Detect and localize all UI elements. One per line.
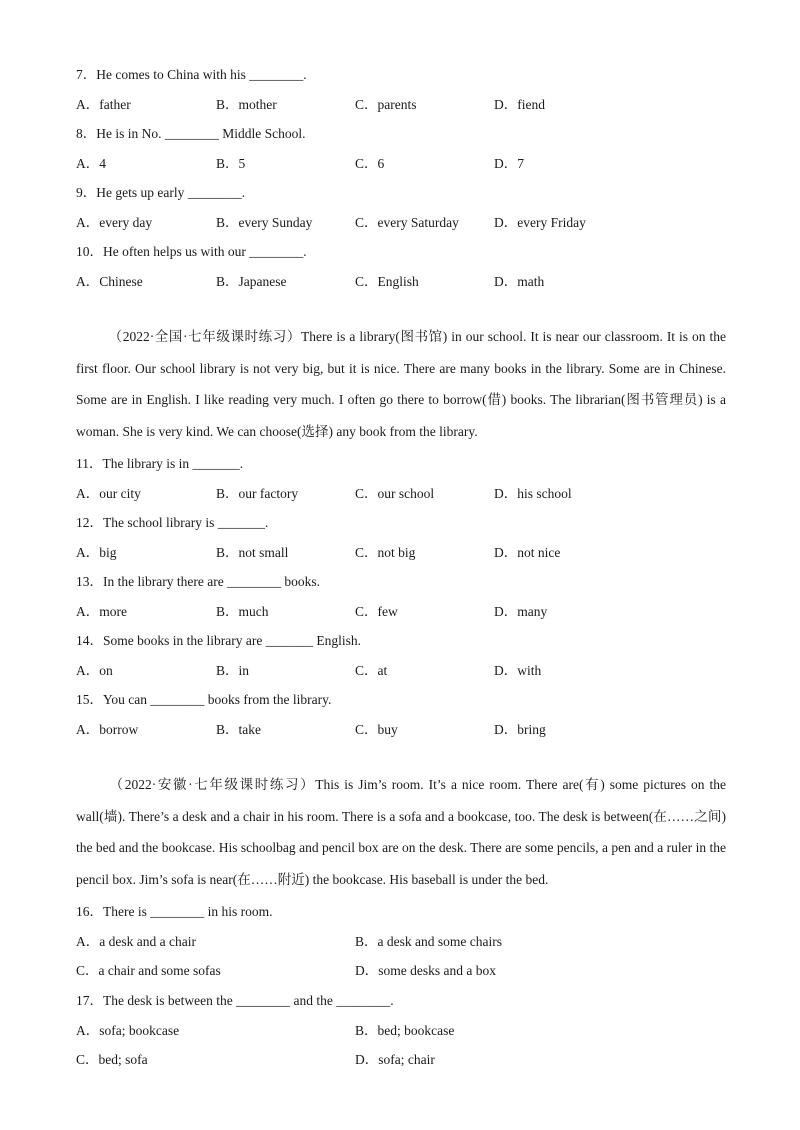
option-d: D．math [494,274,545,289]
option-d: D．his school [494,486,572,501]
question-9: 9．He gets up early ________. [76,185,246,200]
option-a: A．a desk and a chair [76,934,196,949]
option-c: C．not big [355,545,416,560]
option-d: D．with [494,663,542,678]
options-16-row2 [76,959,736,977]
question-8: 8．He is in No. ________ Middle School. [76,126,306,141]
passage-text: （2022·全国·七年级课时练习）There is a library(图书馆) in our school. It is near our classroom. It is on the first floor. Our school library is not very big, but it is nice. There are many books in the library. Some are in Chinese. Some are in English. I like reading very much. I often go there to borrow(借) books. The librarian(图书管理员) is a woman. She is very kind. We can choose(选择) any book from the library. [76,329,726,439]
option-c: C．buy [355,722,398,737]
question-12: 12．The school library is _______. [76,515,269,530]
option-c: C．6 [355,156,385,171]
option-c: C．at [355,663,388,678]
options-12 [76,541,736,559]
option-a: A．4 [76,156,106,171]
option-d: D．sofa; chair [355,1052,435,1067]
option-b: B．every Sunday [216,215,313,230]
option-b: B．our factory [216,486,299,501]
option-c: C．English [355,274,419,289]
option-b: B．take [216,722,261,737]
option-b: B．bed; bookcase [355,1023,455,1038]
reading-passage-library [76,321,726,447]
option-b: B．in [216,663,250,678]
option-c: C．few [355,604,398,619]
options-11 [76,482,736,500]
option-b: B．Japanese [216,274,287,289]
question-17: 17．The desk is between the ________ and the ________. [76,993,394,1008]
options-7 [76,93,736,111]
question-14: 14．Some books in the library are _______ English. [76,633,361,648]
option-c: C．parents [355,97,417,112]
option-b: B．much [216,604,269,619]
option-a: A．big [76,545,117,560]
option-d: D．fiend [494,97,545,112]
question-16: 16．There is ________ in his room. [76,904,273,919]
option-c: C．a chair and some sofas [76,963,221,978]
options-17-row1 [76,1019,736,1037]
option-d: D．not nice [494,545,561,560]
question-13: 13．In the library there are ________ books. [76,574,321,589]
options-10 [76,270,736,288]
option-c: C．every Saturday [355,215,459,230]
option-a: A．more [76,604,127,619]
options-13 [76,600,736,618]
reading-passage-room [76,769,726,895]
question-15: 15．You can ________ books from the library. [76,692,332,707]
options-16-row1 [76,930,736,948]
options-9 [76,211,736,229]
option-d: D．some desks and a box [355,963,496,978]
question-7: 7．He comes to China with his ________. [76,67,307,82]
option-b: B．5 [216,156,246,171]
option-a: A．our city [76,486,141,501]
option-a: A．on [76,663,113,678]
options-14 [76,659,736,677]
options-15 [76,718,736,736]
option-c: C．our school [355,486,435,501]
option-c: C．bed; sofa [76,1052,148,1067]
question-11: 11．The library is in _______. [76,456,244,471]
question-10: 10．He often helps us with our ________. [76,244,307,259]
option-a: A．borrow [76,722,139,737]
option-d: D．many [494,604,548,619]
option-a: A．Chinese [76,274,143,289]
option-a: A．father [76,97,131,112]
options-17-row2 [76,1048,736,1066]
option-b: B．mother [216,97,277,112]
option-a: A．sofa; bookcase [76,1023,180,1038]
passage-text: （2022·安徽·七年级课时练习）This is Jim’s room. It’s a nice room. There are(有) some pictures on the wall(墙). There’s a desk and a chair in his room. There is a sofa and a bookcase, too. The desk is between(在……之间) the bed and the bookcase. His schoolbag and pencil box are on the desk. There are some pencils, a pen and a ruler in the pencil box. Jim’s sofa is near(在……附近) the bookcase. His baseball is under the bed. [76,777,726,887]
options-8 [76,152,736,170]
option-a: A．every day [76,215,153,230]
option-d: D．7 [494,156,524,171]
option-d: D．bring [494,722,546,737]
option-b: B．not small [216,545,289,560]
option-d: D．every Friday [494,215,586,230]
option-b: B．a desk and some chairs [355,934,502,949]
